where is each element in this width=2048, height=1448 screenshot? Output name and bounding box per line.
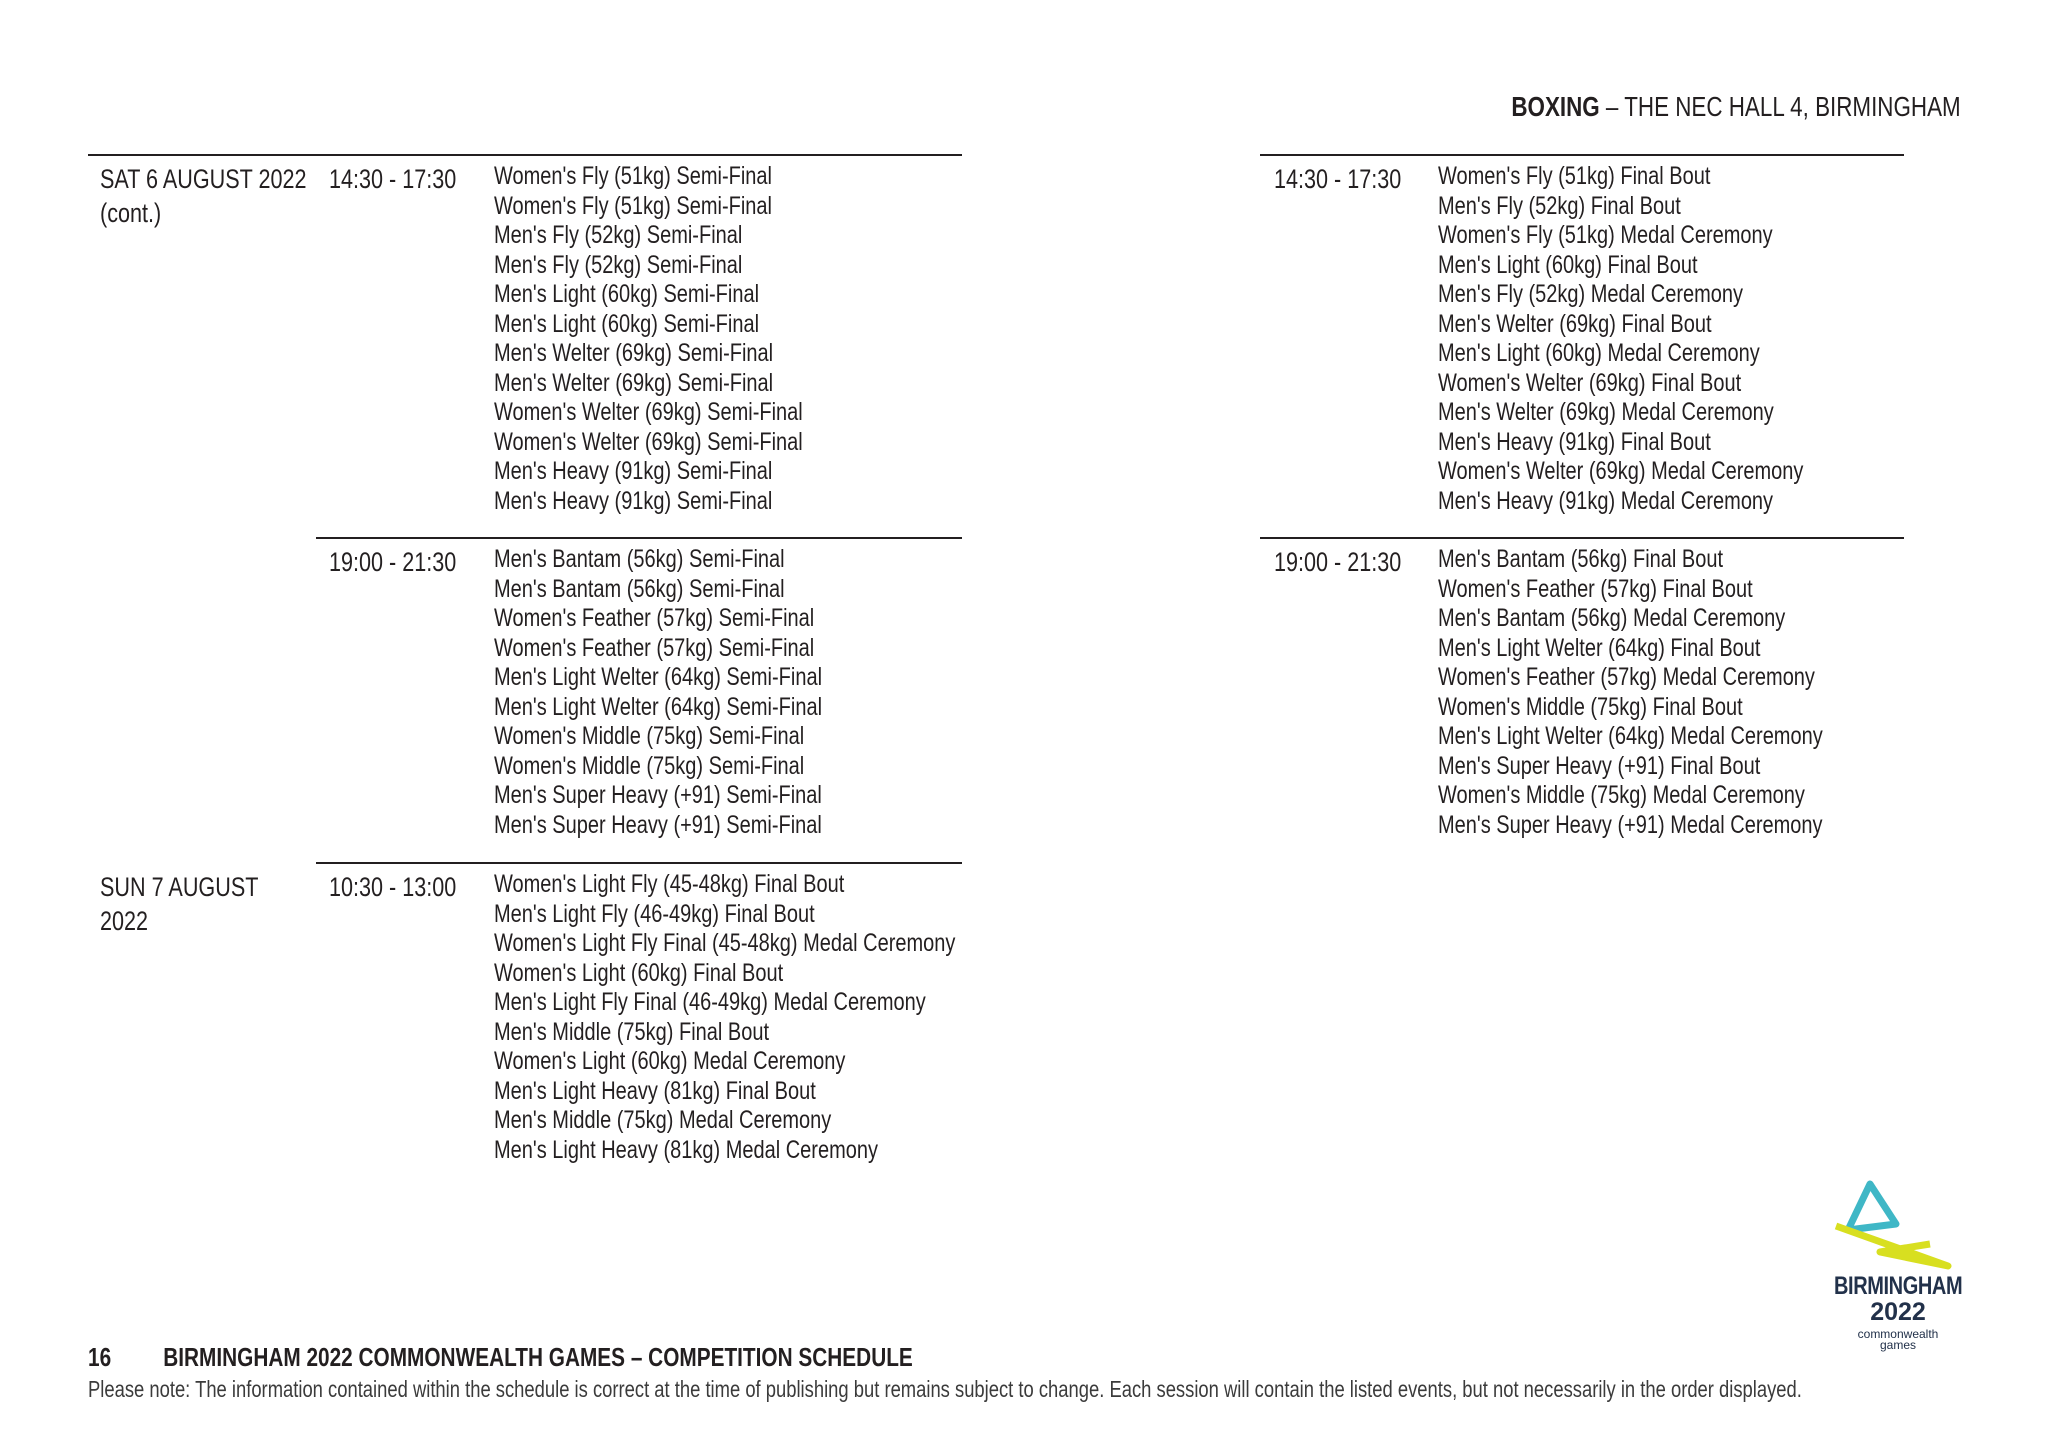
session-divider — [88, 154, 962, 156]
event-item: Men's Light Heavy (81kg) Final Bout — [494, 1076, 816, 1105]
session-time: 14:30 - 17:30 — [1274, 164, 1402, 194]
document-title: BIRMINGHAM 2022 COMMONWEALTH GAMES – COMPETITION SCHEDULE — [163, 1342, 913, 1372]
event-item: Men's Light (60kg) Semi-Final — [494, 309, 760, 338]
session-time: 14:30 - 17:30 — [329, 164, 457, 194]
event-item: Men's Light (60kg) Medal Ceremony — [1438, 339, 1760, 367]
event-item: Men's Welter (69kg) Medal Ceremony — [1438, 398, 1774, 426]
event-item: Women's Light Fly Final (45-48kg) Medal Ceremony — [494, 929, 956, 957]
event-item: Men's Welter (69kg) Final Bout — [1438, 309, 1712, 338]
event-item: Women's Fly (51kg) Semi-Final — [494, 191, 772, 220]
event-item: Men's Light Welter (64kg) Semi-Final — [494, 692, 823, 721]
disclaimer-note: Please note: The information contained within the schedule is correct at the time of publishing but remains subject to change. Each session will contain the listed events, but not necessarily in the order displayed. — [88, 1376, 1802, 1402]
session-date — [100, 162, 307, 230]
page-number: 16 — [88, 1342, 112, 1372]
event-item: Women's Welter (69kg) Semi-Final — [494, 427, 803, 456]
event-list — [494, 162, 803, 516]
event-item: Men's Light Fly (46-49kg) Final Bout — [494, 899, 815, 928]
session-sun-morning — [88, 862, 962, 1182]
event-list — [494, 870, 955, 1165]
event-item: Women's Middle (75kg) Semi-Final — [494, 722, 805, 750]
event-item: Men's Light Welter (64kg) Medal Ceremony — [1438, 722, 1823, 750]
event-item: Men's Heavy (91kg) Medal Ceremony — [1438, 486, 1774, 515]
event-item: Men's Light (60kg) Semi-Final — [494, 280, 760, 308]
event-item: Men's Super Heavy (+91) Medal Ceremony — [1438, 810, 1823, 839]
logo-year: 2022 — [1870, 1298, 1926, 1326]
event-item: Men's Bantam (56kg) Final Bout — [1438, 545, 1724, 573]
event-item: Men's Fly (52kg) Semi-Final — [494, 221, 743, 249]
event-item: Men's Fly (52kg) Semi-Final — [494, 250, 743, 279]
session-sat-evening — [88, 537, 962, 847]
event-item: Men's Middle (75kg) Medal Ceremony — [494, 1106, 832, 1134]
event-item: Men's Light Welter (64kg) Semi-Final — [494, 663, 823, 691]
event-item: Men's Middle (75kg) Final Bout — [494, 1017, 770, 1046]
event-item: Men's Super Heavy (+91) Semi-Final — [494, 781, 822, 809]
event-list — [494, 545, 822, 840]
event-item: Men's Fly (52kg) Final Bout — [1438, 191, 1681, 220]
event-item: Men's Heavy (91kg) Semi-Final — [494, 457, 773, 485]
event-item: Men's Heavy (91kg) Semi-Final — [494, 486, 773, 515]
logo-subtext: games — [1879, 1338, 1917, 1352]
event-item: Men's Bantam (56kg) Semi-Final — [494, 545, 785, 573]
session-time: 19:00 - 21:30 — [1274, 547, 1402, 577]
event-item: Men's Bantam (56kg) Medal Ceremony — [1438, 604, 1786, 632]
event-item: Men's Light Fly Final (46-49kg) Medal Ceremony — [494, 988, 926, 1016]
event-item: Women's Light (60kg) Final Bout — [494, 958, 784, 987]
date-line: 2022 — [100, 906, 149, 936]
date-line: SUN 7 AUGUST — [100, 872, 259, 902]
event-item: Men's Bantam (56kg) Semi-Final — [494, 574, 785, 603]
session-time: 10:30 - 13:00 — [329, 872, 457, 902]
venue-name: – THE NEC HALL 4, — [1600, 91, 1810, 122]
city-name: BIRMINGHAM — [1809, 91, 1961, 122]
session-divider — [1260, 154, 1904, 156]
event-item: Women's Middle (75kg) Medal Ceremony — [1438, 781, 1805, 809]
sport-name: BOXING — [1511, 91, 1601, 122]
event-item: Men's Light Heavy (81kg) Medal Ceremony — [494, 1135, 878, 1164]
logo-text: BIRMINGHAM — [1834, 1272, 1963, 1300]
logo-triangles-icon — [1818, 1180, 1978, 1272]
birmingham-2022-logo — [1818, 1180, 1978, 1360]
event-item: Men's Welter (69kg) Semi-Final — [494, 368, 774, 397]
event-item: Men's Light (60kg) Final Bout — [1438, 250, 1698, 279]
event-item: Men's Welter (69kg) Semi-Final — [494, 339, 774, 367]
date-line: (cont.) — [100, 198, 162, 228]
event-item: Women's Feather (57kg) Final Bout — [1438, 574, 1753, 603]
event-item: Women's Light Fly (45-48kg) Final Bout — [494, 870, 845, 898]
event-item: Men's Fly (52kg) Medal Ceremony — [1438, 280, 1744, 308]
event-item: Women's Fly (51kg) Final Bout — [1438, 162, 1711, 190]
event-item: Women's Welter (69kg) Final Bout — [1438, 368, 1742, 397]
session-sun-afternoon — [1260, 154, 1904, 524]
event-item: Women's Welter (69kg) Semi-Final — [494, 398, 803, 426]
event-item: Men's Super Heavy (+91) Semi-Final — [494, 810, 822, 839]
event-item: Women's Light (60kg) Medal Ceremony — [494, 1047, 846, 1075]
event-item: Women's Fly (51kg) Semi-Final — [494, 162, 772, 190]
event-item: Women's Feather (57kg) Medal Ceremony — [1438, 663, 1815, 691]
date-line: SAT 6 AUGUST 2022 — [100, 164, 307, 194]
page-header — [1512, 90, 1961, 124]
event-item: Men's Light Welter (64kg) Final Bout — [1438, 633, 1761, 662]
session-time: 19:00 - 21:30 — [329, 547, 457, 577]
event-item: Women's Middle (75kg) Semi-Final — [494, 751, 805, 780]
session-date — [100, 870, 258, 938]
session-divider — [316, 862, 962, 864]
event-item: Men's Super Heavy (+91) Final Bout — [1438, 751, 1761, 780]
event-list — [1438, 162, 1803, 516]
event-list — [1438, 545, 1823, 840]
event-item: Women's Welter (69kg) Medal Ceremony — [1438, 457, 1804, 485]
session-sun-evening — [1260, 537, 1904, 847]
session-sat-afternoon — [88, 154, 962, 524]
footer-title — [88, 1341, 913, 1373]
event-item: Women's Middle (75kg) Final Bout — [1438, 692, 1743, 721]
event-item: Women's Feather (57kg) Semi-Final — [494, 633, 815, 662]
session-divider — [316, 537, 962, 539]
event-item: Women's Feather (57kg) Semi-Final — [494, 604, 815, 632]
session-divider — [1260, 537, 1904, 539]
event-item: Men's Heavy (91kg) Final Bout — [1438, 427, 1711, 456]
logo-subtext: commonwealth — [1857, 1327, 1939, 1341]
event-item: Women's Fly (51kg) Medal Ceremony — [1438, 221, 1773, 249]
